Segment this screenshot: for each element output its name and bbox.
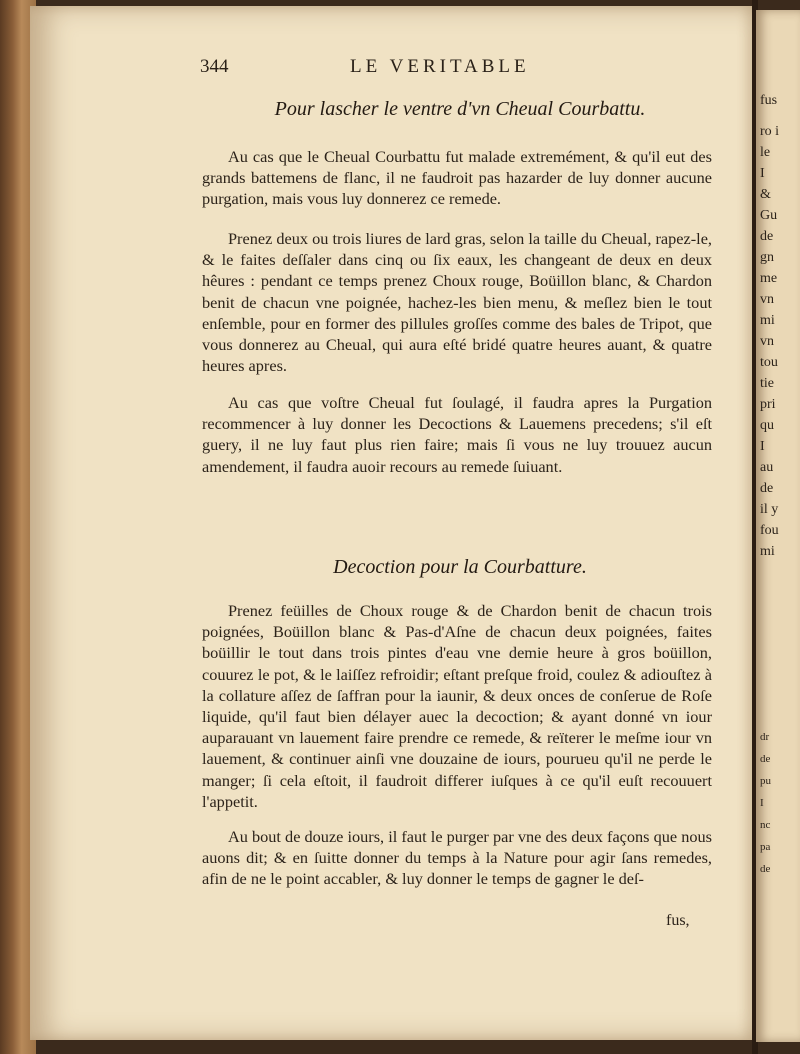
facing-page-fragment: pri bbox=[760, 397, 776, 412]
facing-page-fragment: il y bbox=[760, 502, 779, 517]
facing-page-fragment: pa bbox=[760, 841, 771, 853]
facing-page-fragment: nc bbox=[760, 819, 771, 831]
facing-page-fragment: pu bbox=[760, 775, 771, 787]
facing-page-fragment: & bbox=[760, 187, 771, 202]
facing-page-fragment: vn bbox=[760, 292, 774, 307]
section-heading: Decoction pour la Courbatture. bbox=[333, 556, 587, 578]
facing-page-fragment: vn bbox=[760, 334, 774, 349]
catchword: fus, bbox=[666, 912, 690, 929]
facing-page-fragment: tie bbox=[760, 376, 774, 391]
paragraph-text: Au cas que voſtre Cheual fut ſoulagé, il faudra apres la Purgation recommencer à luy donner les Decoctions & Lauemens precedens; s'il eſt guery, il ne luy faut plus rien faire; mais ſi vous ne luy trouuez aucun amendement, il faudra auoir recours au remede ſuiuant. bbox=[202, 393, 712, 476]
facing-page-fragment: de bbox=[760, 229, 774, 244]
facing-page-fragment: me bbox=[760, 271, 778, 286]
paragraph-text: Au bout de douze iours, il faut le purger par vne des deux façons que nous auons dit; & en ſuitte donner du temps à la Nature pour agir ſans remedes, afin de ne le point accabler, & luy donner le temps de gagner le deſ- bbox=[202, 827, 712, 889]
facing-page-fragments bbox=[760, 90, 800, 880]
facing-page-fragment: ro i bbox=[760, 124, 780, 139]
paragraph bbox=[202, 600, 712, 812]
facing-page-fragment: fus bbox=[760, 93, 778, 108]
paragraph-text: Prenez feüilles de Choux rouge & de Chardon benit de chacun trois poignées, Boüillon blanc & Pas-d'Aſne de chacun deux poignées, faites boüillir le tout dans trois pintes d'eau vne demie heure à gros boüillon, couurez le pot, & le laiſſez refroidir; eſtant preſque froid, coulez & adiouſtez à la collature aſſez de ſaffran pour la iaunir, & deux onces de conſerue de Roſe liquide, qu'il faut bien délayer auec la decoction; & ayant donné vn iour auparauant vn lauement faire prendre ce remede, & reïterer le meſme iour vn lauement, & continuer ainſi vne douzaine de iours, pourueu qu'il ne perde le manger; ſi cela eſtoit, il faudroit differer iuſques à ce qu'il euſt recouuert l'appetit. bbox=[202, 601, 712, 811]
facing-page-fragment: I bbox=[760, 166, 765, 181]
page-number: 344 bbox=[200, 56, 229, 77]
facing-page-fragment: mi bbox=[760, 313, 775, 328]
page-header bbox=[200, 56, 590, 82]
facing-page-fragment: au bbox=[760, 460, 774, 475]
facing-page-fragment: tou bbox=[760, 355, 778, 370]
facing-page-fragment: qu bbox=[760, 418, 774, 433]
paragraph-text: Au cas que le Cheual Courbattu fut malade extremément, & qu'il eut des grands battemens de flanc, il ne faudroit pas hazarder de luy donner aucune purgation, mais vous luy donnerez ce remede. bbox=[202, 147, 712, 209]
running-title: LE VERITABLE bbox=[350, 56, 530, 77]
facing-page-edge bbox=[756, 10, 800, 1042]
facing-page-fragment: de bbox=[760, 863, 771, 875]
paragraph bbox=[202, 146, 712, 210]
facing-page-fragment: de bbox=[760, 753, 771, 765]
facing-page-fragment: I bbox=[760, 797, 764, 809]
paragraph bbox=[202, 392, 712, 477]
paragraph-text: Prenez deux ou trois liures de lard gras, selon la taille du Cheual, rapez-le, & le faites deſſaler dans cinq ou ſix eaux, les changeant de deux en deux hêures : pendant ce temps prenez Choux rouge, Boüillon blanc, & Chardon benit de chacun vne poignée, hachez-les bien menu, & meſlez bien le tout enſemble, pour en former des pillules groſſes comme des bales de Tripot, que vous donnerez au Cheual, qui aura eſté bridé quatre heures auant, & quatre heures apres. bbox=[202, 229, 712, 376]
facing-page-fragment: gn bbox=[760, 250, 774, 265]
facing-page-fragment: le bbox=[760, 145, 771, 160]
section-heading: Pour lascher le ventre d'vn Cheual Courbattu. bbox=[274, 98, 646, 120]
paragraph bbox=[202, 826, 712, 890]
paragraph bbox=[202, 228, 712, 376]
facing-page-fragment: Gu bbox=[760, 208, 778, 223]
facing-page-fragment: dr bbox=[760, 731, 770, 743]
facing-page-fragment bbox=[760, 562, 800, 726]
facing-page-fragment: de bbox=[760, 481, 774, 496]
facing-page-fragment bbox=[760, 111, 800, 121]
facing-page-fragment: mi bbox=[760, 544, 775, 559]
facing-page-fragment: fou bbox=[760, 523, 779, 538]
facing-page-fragment: I bbox=[760, 439, 765, 454]
